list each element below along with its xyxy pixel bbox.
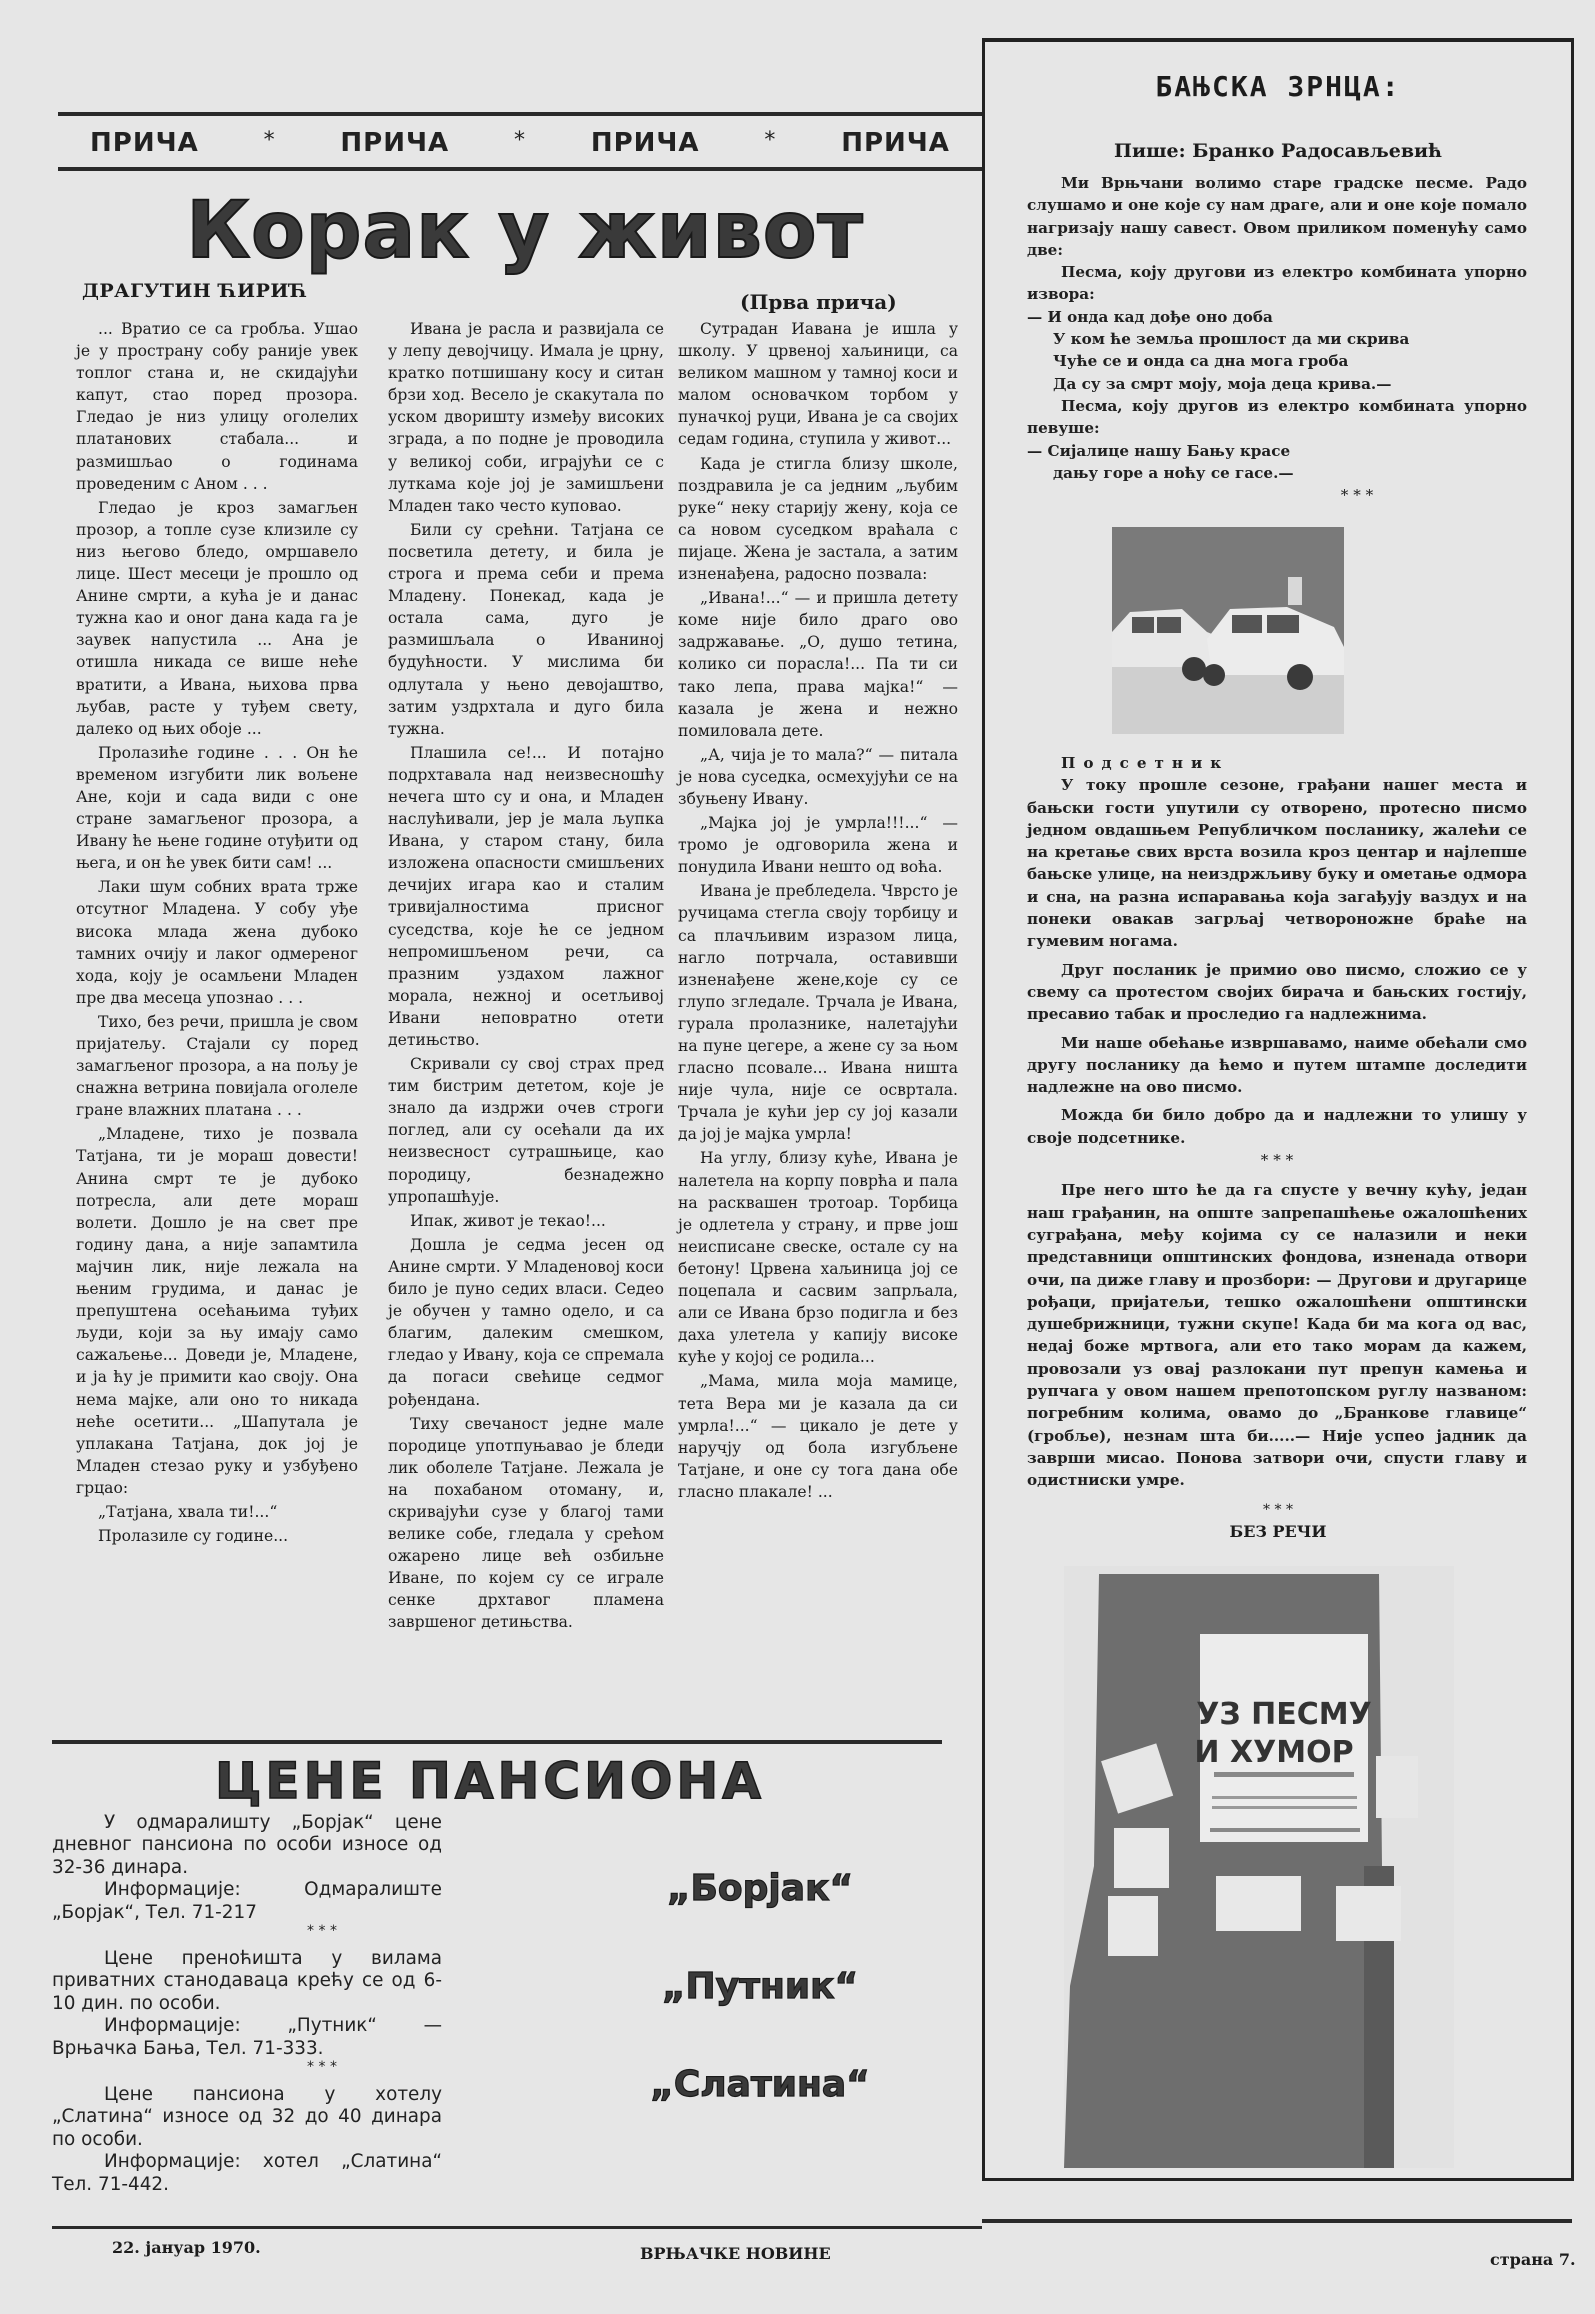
top-rule: [58, 112, 983, 116]
paragraph: Песма, коју другов из електро комбината упорно певуше:: [1027, 396, 1527, 438]
separator-stars: * * *: [307, 2059, 337, 2076]
cene-pansiona-title: ЦЕНЕ ПАНСИОНА: [215, 1752, 765, 1810]
paragraph: Сутрадан Иавана је ишла у школу. У црвеној хаљиници, са великом машном у тамној коси и малом основачком торбом у пуначкој руци, Ивана је са својих седам година, ступила у живот...: [678, 320, 958, 449]
separator-stars: * * *: [1260, 1151, 1294, 1170]
story-author: ДРАГУТИН ЋИРИЋ: [82, 280, 308, 302]
section-kicker: [90, 128, 950, 158]
paragraph: Када је стигла близу школе, поздравила је са једним „љубим руке“ неку старију жену, која се са новом суседком враћала с пијаце. Жена је застала, а затим изненађена, радосно позвала:: [678, 454, 958, 584]
verse-line: — Сијалице нашу Бању красе: [1027, 441, 1291, 460]
kicker-item: ПРИЧА: [841, 128, 950, 158]
paragraph: Цене пансиона у хотелу „Слатина“ износе од 32 до 40 динара по особи.: [52, 2084, 442, 2150]
paragraph: Пре него што ће да га спусте у вечну кућу, један наш грађанин, на опште запрепашћење ожалошћених суграђана, међу којима су се налазили и неки представници општинских фондова, изненада отвори очи, па диже главу и прозбори: — Другови и другарице рођаци, пријатељи, тешко ожалошћени општински душебрижници, тужни скупе! Када би ма кога од вас, недај боже мртвога, али ето тако морам да кажем, провозали уз овај разлокани пут препун камења и рупчага у овом нашем препотопском руглу названом: погребним колима, овамо до „Бранкове главице“ (гробље), незнам шта би.....— Није успео јадник да заврши мисао. Понова затвори очи, спусти главу и одистниски умре.: [1027, 1181, 1527, 1490]
footer-rule-left: [52, 2226, 982, 2229]
separator-stars: * * *: [1340, 486, 1374, 505]
story-subtitle: (Прва прича): [740, 290, 897, 314]
verse-line: У ком ће земља прошлост да ми скрива: [1053, 330, 1410, 349]
kicker-separator: *: [764, 128, 777, 153]
verse-line: Да су за смрт моју, моја деца крива.—: [1053, 374, 1392, 393]
verse-line: — И онда кад дође оно доба: [1027, 307, 1273, 326]
paragraph: Пролазиле су године...: [98, 1527, 289, 1546]
kicker-separator: *: [513, 128, 526, 153]
paragraph: ... Вратио се са гробља. Ушао је у пространу собу раније увек топлог стана и, не скидајући капут, стао поред прозора. Гледао је низ улицу оголелих платанових стабала... и размишљао о годинама проведеним с Аном . . .: [76, 320, 358, 493]
paragraph: Гледао је кроз замагљен прозор, а топле сузе клизиле су низ његово бледо, омршавело лице. Шест месеци је прошло од Анине смрти, а кућа је и данас тужна као и оног дана када га је заувек напустила ... Ана је отишла никада се више неће вратити, а Ивана, њихова прва љубав, расте у туђем свету, далеко од њих обоје ...: [76, 498, 358, 738]
brand-slatina: „Слатина“: [650, 2064, 870, 2105]
poster-title-line-1: УЗ ПЕСМУ: [1196, 1697, 1372, 1732]
paragraph: Ми Врњчани волимо старе градске песме. Радо слушамо и оне које су нам драге, али и оне које помало нагризају нашу савест. Овом приликом поменућу само две:: [1027, 174, 1527, 259]
story-column-1: [76, 318, 358, 1549]
paragraph: Скривали су свој страх пред тим бистрим дететом, које је знало да издржи очев строги поглед, али су осећали да их неизвесност сутрашњице, као породицу, безнадежно упропашћује.: [388, 1055, 664, 1206]
paragraph: Плашила се!... И потајно подрхтавала над неизвесношћу нечега што су и она, и Младен наслућивали, јер је мала љупка Ивана, у старом стану, била изложена опасности смишљених дечијих игара као и сталим тривијалностима присног суседства, које ће се једном непромишљеном речи, са празним уздахом лажног морала, нежној и осетљивој Ивани неповратно отети детињство.: [388, 743, 664, 1049]
paragraph: „Ивана!...“ — и пришла детету коме није било драго ово задржавање. „О, душо тетина, колико си порасла!... Па ти си тако лепа, права мајка!“ — казала је жена и нежно помиловала дете.: [678, 589, 958, 740]
paragraph: „Мајка јој је умрла!!!...“ — тромо је одговорила жена и понудила Ивани нешто од воћа.: [678, 814, 958, 877]
kicker-rule: [58, 167, 983, 171]
story-column-2: [388, 318, 664, 1636]
paragraph: Пролазиће године . . . Он ће временом изгубити лик вољене Ане, који и сада види с оне стране замагљеног прозора, а Ивану ће њене године отуђити од њега, и он ће увек бити сам! ...: [76, 743, 358, 873]
brand-putnik: „Путник“: [661, 1966, 859, 2007]
paragraph: Ивана је расла и развијала се у лепу девојчицу. Имала је црну, кратко потшишану косу и ситан брзи ход. Весело је скакутала по уском дворишту између високих зграда, а по подне је проводила у великој соби, играјући се с луткама које јој је замишљени Младен тако често куповао.: [388, 320, 664, 515]
footer-date: 22. јануар 1970.: [112, 2238, 261, 2257]
paragraph: „Татјана, хвала ти!...“: [98, 1502, 278, 1521]
paragraph: Информације: „Путник“ — Врњачка Бања, Тел. 71-333.: [52, 2015, 442, 2059]
paragraph: Ми наше обећање извршавамо, наиме обећали смо другу посланику да ћемо и путем штампе доследити надлежне на ово писмо.: [1027, 1033, 1527, 1097]
separator-stars: * * *: [1263, 1502, 1293, 1518]
poster-photo: [1064, 1566, 1454, 2168]
kicker-item: ПРИЧА: [590, 128, 700, 158]
paragraph: Тиху свечаност једне мале породице употпуњавао је бледи лик оболеле Татјане. Лежала је на похабаном отоману, и, скривајући сузе у благој тами велике собе, гледала у срећом ожарено лице већ озбиљне Иване, по којем су се играле сенке дрхтавог пламена завршеног детињства.: [388, 1414, 664, 1632]
paragraph: „Младене, тихо је позвала Татјана, ти је мораш довести! Анина смрт те је дубоко потресла, али дете мораш волети. Дошло је на свет пре годину дана, а није запамтила мајчин лик, није лежала на њеним грудима, и данас је препуштена осећањима туђих људи, који за њу имају само сажаљење... Доведи је, Младене, и ја ћу је примити као своју. Она нема мајке, али оно то никада неће осетити... „Шапутала је уплакана Татјана, док јој је Младен стезао руку и узбуђено грцао:: [76, 1125, 358, 1497]
cene-top-rule: [52, 1740, 942, 1744]
paragraph: „А, чија је то мала?“ — питала је нова суседка, осмехујући се на збуњену Ивану.: [678, 745, 958, 808]
separator-stars: * * *: [307, 1923, 337, 1940]
footer-page-number: страна 7.: [1490, 2250, 1576, 2269]
banjska-intro-block: [1027, 172, 1527, 506]
paragraph: Дошла је седма јесен од Анине смрти. У Младеновој коси било је пуно седих власи. Седео је обучен у тамно одело, и са благим, далеким смешком, гледао у Ивану, која се спремала да погаси свећице седмог рођендана.: [388, 1235, 664, 1409]
bez-reci-heading: БЕЗ РЕЧИ: [1229, 1522, 1327, 1541]
story-column-3: [678, 318, 958, 1505]
footer-rule-right: [982, 2219, 1572, 2223]
paragraph: Лаки шум собних врата тржe отсутног Младена. У собу уђе висока млада жена дубоко тамних очију и лаког одмереног хода, коју је осамљени Младен пре два месеца упознао . . .: [76, 878, 358, 1007]
paragraph: Ивана је пребледела. Чврсто је ручицама стегла своју торбицу и са плачљивим изразом лица, нагло потрчала, оставивши изненађене жене,које су се глупо згледале. Трчала је Ивана, гурала пролазнике, налетајући на пуне цегере, а жене су за њом гласно псовале... Ивана ништа није чула, није се освртала. Трчала је кући јер су јој казали да јој је мајка умрла!: [678, 882, 958, 1144]
podsetnik-block: [1027, 752, 1527, 1492]
cars-illustration: [1112, 527, 1344, 734]
paragraph: Ипак, живот је текао!...: [410, 1211, 606, 1230]
verse-line: дању горе а ноћу се гасе.—: [1053, 463, 1294, 482]
story-headline: Корак у живот: [186, 186, 864, 276]
podsetnik-heading: Подсетник: [1061, 754, 1230, 772]
kicker-separator: *: [263, 128, 276, 153]
cars-photo: [1112, 527, 1344, 734]
paragraph: Тихо, без речи, пришла је свом пријатељу. Стајали су поред замагљеног прозора, а на пољу је снажна ветрина повијала оголеле гране влажних платана . . .: [76, 1012, 358, 1120]
paragraph: У току прошле сезоне, грађани нашег места и бањски гости упутили су отворено, протесно писмо једном овдашњем Републичком посланику, жалећи се на кретање свих врста возила кроз центар и најлепше бањске улице, на неиздржљиву буку и ометање одмора и сна, на разна испаравања која загађују ваздух и на понеки овакав загрљај четвороножне браће на гумевим ногама.: [1027, 776, 1527, 951]
footer-newspaper-name: ВРЊАЧКЕ НОВИНЕ: [640, 2244, 831, 2263]
banjska-zrnca-title: БАЊСКА ЗРНЦА:: [1155, 70, 1401, 103]
paragraph: Можда би било добро да и надлежни то улишу у своје подсетнике.: [1027, 1106, 1527, 1147]
paragraph: Били су срећни. Татјана се посветила детету, и била је строга и према себи и према Младену. Понекад, када је остала сама, дуго је размишљала о Иваниној будућности. У мислима би одлутала у њено девојаштво, затим уздрхтала и дуго била тужна.: [388, 520, 664, 738]
paragraph: Песма, коју другови из електро комбината упорно извора:: [1027, 263, 1527, 304]
banjska-zrnca-author: Пише: Бранко Радосављевић: [1114, 140, 1442, 162]
paragraph: „Мама, мила моја мамице, тета Вера ми је казала да си умрла!...“ — цикало је дете у наручју од бола изгубљене Татјане, и оне су тога дана обе гласно плакале! ...: [678, 1372, 958, 1501]
poster-illustration: [1064, 1566, 1454, 2168]
paragraph: Цене преноћишта у вилама приватних станодаваца крећу се од 6-10 дин. по особи.: [52, 1948, 442, 2014]
paragraph: У одмаралишту „Борјак“ цене дневног пансиона по особи износе од 32-36 динара.: [52, 1812, 442, 1878]
verse-line: Чуће се и онда са дна мога гроба: [1053, 352, 1349, 371]
paragraph: Информације: хотел „Слатина“ Тел. 71-442.: [52, 2151, 442, 2195]
brand-borjak: „Борјак“: [666, 1868, 854, 1909]
cene-pansiona-text: [52, 1812, 442, 2196]
paragraph: На углу, близу куће, Ивана је налетела на корпу поврћа и пала на расквашен тротоар. Торбица је одлетела у страну, и прве још неисписане свеске, остале су на бетону! Црвена хаљиница јој се поцепала и сасвим запрљала, али се Ивана брзо подигла и без даха улетела у капију високе куће у којој се родила...: [678, 1149, 958, 1367]
poster-title-line-2: И ХУМОР: [1194, 1735, 1354, 1770]
paragraph: Друг посланик је примио ово писмо, сложио се у свему са протестом својих бирача и бањских гостију, пресавио табак и проследио га надлежнима.: [1027, 960, 1527, 1024]
paragraph: Информације: Одмаралиште „Борјак“, Тел. 71-217: [52, 1879, 442, 1923]
kicker-item: ПРИЧА: [90, 128, 199, 158]
kicker-item: ПРИЧА: [340, 128, 450, 158]
